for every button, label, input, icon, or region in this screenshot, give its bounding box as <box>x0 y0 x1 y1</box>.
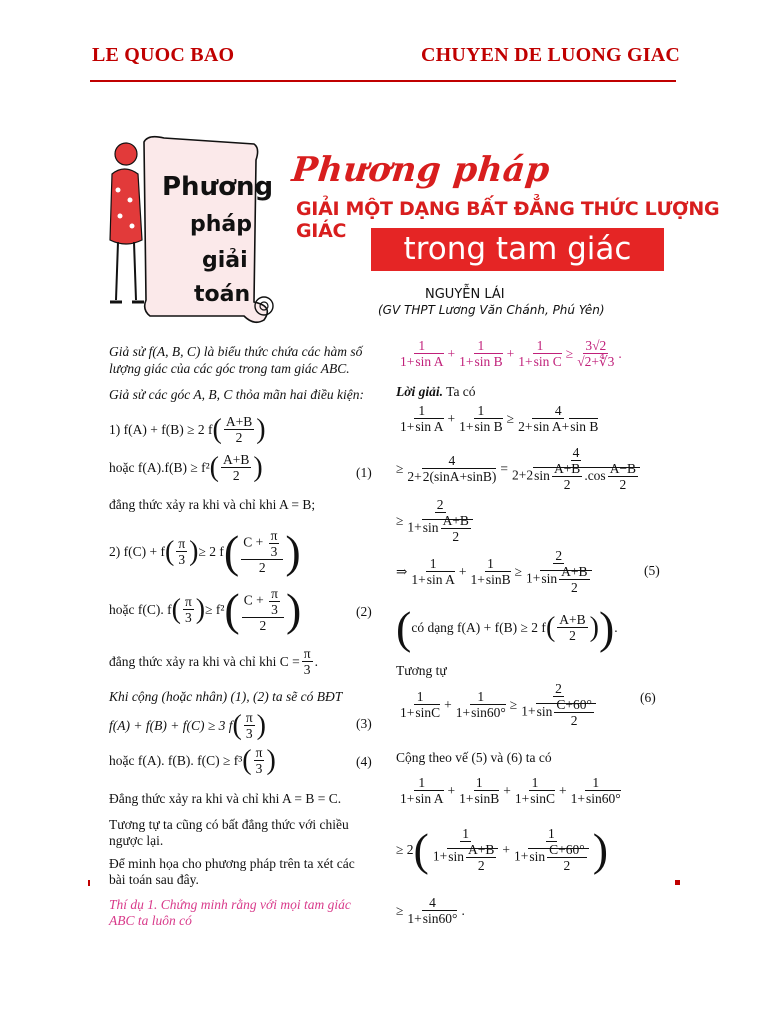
similar-label: Tương tự <box>396 663 447 678</box>
equality-condition-2: đẳng thức xảy ra khi và chỉ khi C = $\frac{\pi}{3}$ . <box>109 646 318 677</box>
inequality-4: hoặc f(A). f(B). f(C) ≥ f³ ( $\frac{\pi}{3}$ ) <box>109 744 276 776</box>
solution-step-8: ≥ 2 ( 1 1+sin $\frac{A+B}{2}$ + 1 1+sin $\frac{C+60^\circ}{2}$ ) <box>396 823 609 875</box>
intro-line-1: Giả sử f(A, B, C) là biểu thức chứa các hàm số <box>109 344 363 359</box>
solution-step-1: $\frac{1}{\text{1+sin A}}$ + $\frac{1}{\text{1+sin B}}$ ≥ $\frac{4}{\text{2+sin A+sin B}}$ <box>400 403 599 434</box>
solution-step-2: ≥ $\frac{4}{2+2(\sin A+\sin B)}$ = 4 2+2sin $\frac{A+B}{2}$ .cos $\frac{A-B}{2}$ <box>396 445 644 492</box>
equation-number-4: (4) <box>356 754 372 769</box>
margin-mark-left <box>88 880 90 886</box>
title-line-1: Phương pháp <box>289 150 552 190</box>
header-topic: CHUYEN DE LUONG GIAC <box>421 44 681 66</box>
equality-condition-1: đẳng thức xảy ra khi và chỉ khi A = B; <box>109 497 316 512</box>
example-1-line-1: Thí dụ 1. Chứng minh rằng với mọi tam giác <box>109 897 351 912</box>
converse-line-2: ngược lại. <box>109 833 164 848</box>
title-line-2: GIẢI MỘT DẠNG BẤT ĐẲNG THỨC LƯỢNG GIÁC <box>296 198 720 242</box>
example-1-inequality: $\frac{1}{\text{1+sin A}}$ + $\frac{1}{\text{1+sin B}}$ + $\frac{1}{\text{1+sin C}}$ ≥ $\frac{3√2}{√2+∜3}$ . <box>400 338 622 369</box>
equation-number-6: (6) <box>640 690 656 705</box>
example-1-line-2: ABC ta luôn có <box>109 913 192 928</box>
equation-number-1: (1) <box>356 465 372 480</box>
logo-word-2: pháp <box>190 212 253 237</box>
logo-illustration <box>104 130 284 330</box>
intro-line-2: lượng giác của các góc trong tam giác ABC. <box>109 361 350 376</box>
equation-number-3: (3) <box>356 716 372 731</box>
equation-number-5: (5) <box>644 563 660 578</box>
header-author: LE QUOC BAO <box>92 44 235 66</box>
condition-1-sum: 1) f(A) + f(B) ≥ 2 f ( $\frac{A+B}{2}$ ) <box>109 413 266 445</box>
solution-step-6: $\frac{1}{1+\sin C}$ + $\frac{1}{1+\sin 60^\circ}$ ≥ 2 1+sin $\frac{C+60^\circ}{2}$ <box>396 681 600 728</box>
illustrate-line-1: Để minh họa cho phương pháp trên ta xét các <box>109 856 355 871</box>
logo-word-4: toán <box>194 282 251 307</box>
logo-word-3: giải <box>202 248 248 273</box>
solution-heading: Lời giải. Ta có <box>396 384 476 399</box>
sum-label: Cộng theo vế (5) và (6) ta có <box>396 750 552 765</box>
solution-step-7: $\frac{1}{\text{1+sin A}}$ + $\frac{1}{1+\sin B}$ + $\frac{1}{1+\sin C}$ + $\frac{1}{1+\sin 60^\circ}$ <box>400 775 621 806</box>
solution-step-4: ⇒ $\frac{1}{\text{1+sin A}}$ + $\frac{1}{1+\sin B}$ ≥ 2 1+sin $\frac{A+B}{2}$ <box>396 548 596 595</box>
converse-line-1: Tương tự ta cũng có bất đẳng thức với chiều <box>109 817 349 832</box>
inequality-3: f(A) + f(B) + f(C) ≥ 3 f ( $\frac{\pi}{3}$ ) <box>109 709 266 741</box>
margin-mark-right <box>675 880 680 885</box>
logo-word-1: Phương <box>162 172 274 202</box>
condition-1-product: hoặc f(A).f(B) ≥ f² ( $\frac{A+B}{2}$ ) <box>109 451 263 483</box>
condition-2-product: hoặc f(C). f ( $\frac{\pi}{3}$ ) ≥ f² ( C + $\frac{\pi}{3}$ 2 ) <box>109 583 302 635</box>
illustrate-line-2: bài toán sau đây. <box>109 872 199 887</box>
equation-number-2: (2) <box>356 604 372 619</box>
equality-condition-3: Đẳng thức xảy ra khi và chỉ khi A = B = C. <box>109 791 342 806</box>
combine-intro: Khi cộng (hoặc nhân) (1), (2) ta sẽ có BĐT <box>109 689 343 704</box>
condition-2-sum: 2) f(C) + f ( $\frac{\pi}{3}$ ) ≥ 2 f ( C + $\frac{\pi}{3}$ 2 ) <box>109 525 301 577</box>
author-name: NGUYỄN LÁI <box>425 287 505 302</box>
title-banner: trong tam giác <box>371 228 664 271</box>
conditions-intro: Giả sử các góc A, B, C thỏa mãn hai điều kiện: <box>109 387 364 402</box>
form-note: ( có dạng f(A) + f(B) ≥ 2 f ( $\frac{A+B}{2}$ ) ) . <box>396 601 618 653</box>
solution-step-9: ≥ $\frac{4}{1+\sin 60^\circ}$ . <box>396 895 465 926</box>
solution-step-3: ≥ 2 1+sin $\frac{A+B}{2}$ <box>396 497 477 544</box>
header-divider <box>90 80 676 82</box>
author-affiliation: (GV THPT Lương Văn Chánh, Phú Yên) <box>378 303 605 317</box>
